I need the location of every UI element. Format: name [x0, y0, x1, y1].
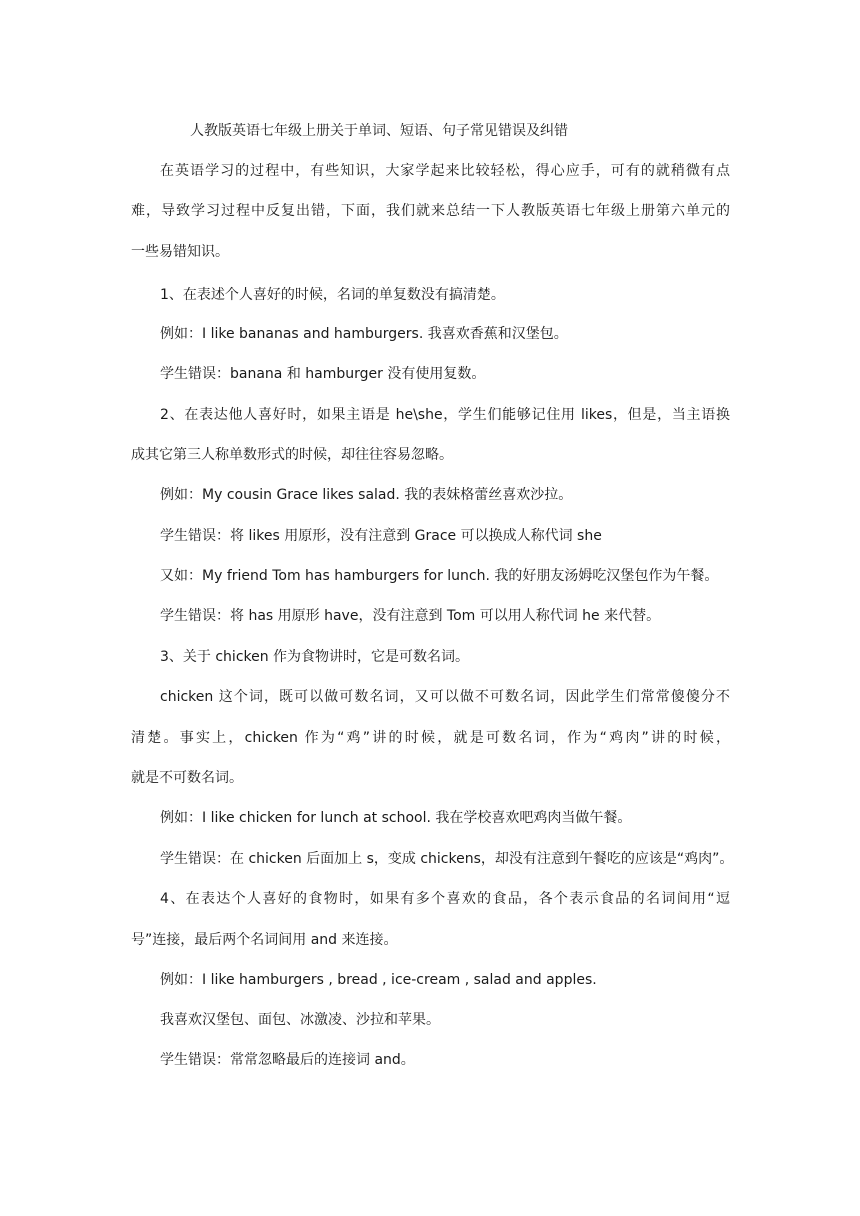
paragraph-line: 成其它第三人称单数形式的时候，却往往容易忽略。: [131, 447, 453, 463]
paragraph-line: 学生错误：在 chicken 后面加上 s，变成 chickens，却没有注意到午餐吃的应该是“鸡肉”。: [160, 851, 734, 867]
paragraph-line: 学生错误：banana 和 hamburger 没有使用复数。: [160, 366, 486, 382]
paragraph-line: 2、在表达他人喜好时，如果主语是 he\she，学生们能够记住用 likes，但是，当主语换: [160, 407, 730, 423]
paragraph-line: 例如：I like bananas and hamburgers. 我喜欢香蕉和汉堡包。: [160, 326, 568, 342]
paragraph-line: 号”连接，最后两个名词间用 and 来连接。: [131, 932, 398, 948]
paragraph-line: 1、在表述个人喜好的时候，名词的单复数没有搞清楚。: [160, 287, 505, 303]
paragraph-line: 我喜欢汉堡包、面包、冰激凌、沙拉和苹果。: [160, 1012, 440, 1028]
paragraph-line: 清楚。事实上，chicken 作为“鸡”讲的时候，就是可数名词，作为“鸡肉”讲的时候，: [131, 730, 730, 746]
paragraph-line: 例如：I like chicken for lunch at school. 我在学校喜欢吧鸡肉当做午餐。: [160, 810, 632, 826]
paragraph-line: 例如：I like hamburgers , bread , ice-cream , salad and apples.: [160, 972, 597, 988]
paragraph-line: 例如：My cousin Grace likes salad. 我的表妹格蕾丝喜欢沙拉。: [160, 487, 573, 503]
paragraph-line: 3、关于 chicken 作为食物讲时，它是可数名词。: [160, 649, 470, 665]
paragraph-line: 就是不可数名词。: [131, 770, 243, 786]
paragraph-line: 在英语学习的过程中，有些知识，大家学起来比较轻松，得心应手，可有的就稍微有点: [160, 163, 730, 179]
paragraph-line: 4、在表达个人喜好的食物时，如果有多个喜欢的食品，各个表示食品的名词间用“逗: [160, 891, 730, 907]
paragraph-line: chicken 这个词，既可以做可数名词，又可以做不可数名词，因此学生们常常傻傻分不: [160, 689, 730, 705]
paragraph-line: 又如：My friend Tom has hamburgers for lunch. 我的好朋友汤姆吃汉堡包作为午餐。: [160, 568, 719, 584]
document-title: 人教版英语七年级上册关于单词、短语、句子常见错误及纠错: [190, 123, 568, 139]
paragraph-line: 一些易错知识。: [131, 244, 229, 260]
paragraph-line: 学生错误：常常忽略最后的连接词 and。: [160, 1052, 415, 1068]
paragraph-line: 学生错误：将 likes 用原形，没有注意到 Grace 可以换成人称代词 she: [160, 528, 602, 544]
paragraph-line: 难，导致学习过程中反复出错，下面，我们就来总结一下人教版英语七年级上册第六单元的: [131, 203, 730, 219]
paragraph-line: 学生错误：将 has 用原形 have，没有注意到 Tom 可以用人称代词 he 来代替。: [160, 608, 661, 624]
